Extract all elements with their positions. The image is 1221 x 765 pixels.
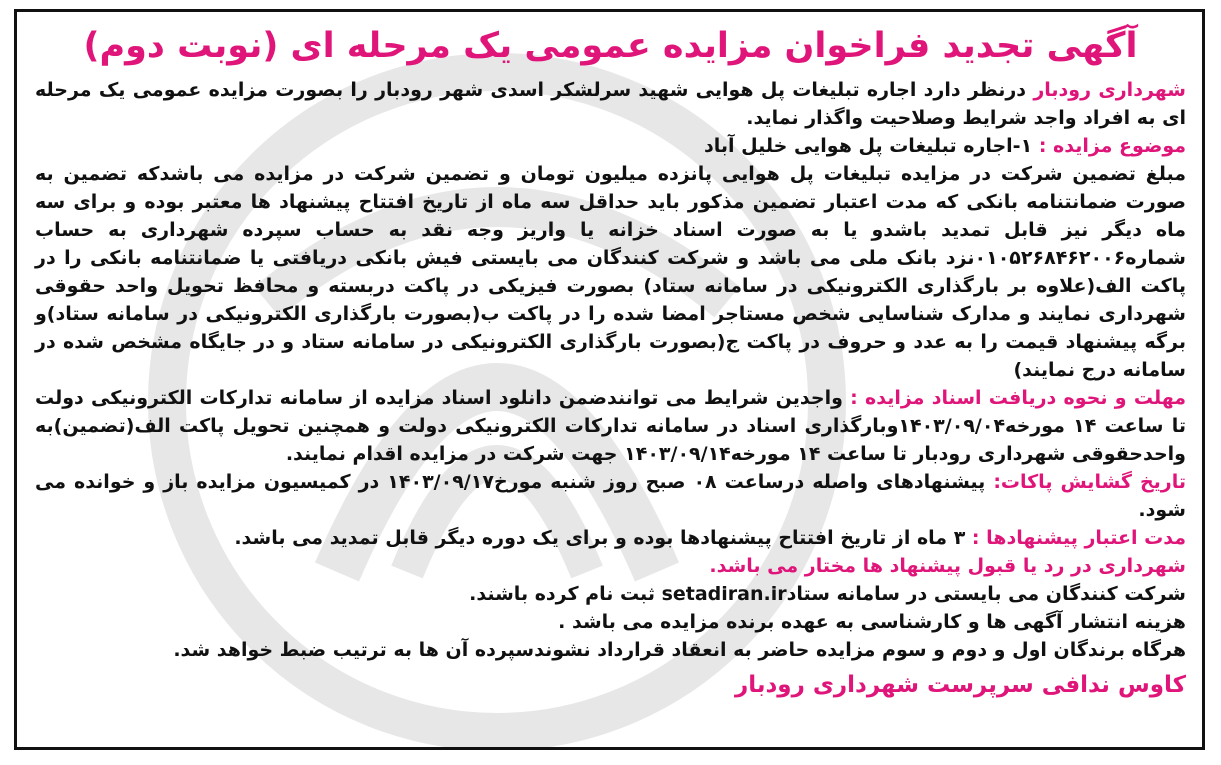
deadline-text: واجدین شرایط می توانندضمن دانلود اسناد مزایده از سامانه تدارکات الکترونیکی دولت تا ساعت ۱۴ مورخه۱۴۰۳/۰۹/۰۴وبارگذاری اسناد در سامانه تدارکات الکترونیکی دولت و همچنین تحویل پاکت الف(تضمین)به واحدحقوقی شهرداری رودبار تا ساعت ۱۴ مورخه۱۴۰۳/۰۹/۱۴ جهت شرکت در مزایده اقدام نمایند. xyxy=(35,387,1186,465)
opening-label: تاریخ گشایش پاکات: xyxy=(993,471,1186,493)
registration-paragraph xyxy=(35,580,1186,608)
forfeit-paragraph: هرگاه برندگان اول و دوم و سوم مزایده حاضر به انعقاد قرارداد نشوندسپرده آن ها به ترتیب ضبط خواهد شد. xyxy=(173,639,1186,661)
subject-paragraph xyxy=(35,132,1186,160)
signature: کاوس ندافی سرپرست شهرداری رودبار xyxy=(734,672,1186,698)
opening-paragraph xyxy=(35,468,1186,524)
notice-frame xyxy=(14,9,1205,750)
opening-text: پیشنهادهای واصله درساعت ۰۸ صبح روز شنبه مورخ۱۴۰۳/۰۹/۱۷ در کمیسیون مزایده باز و خوانده می شود. xyxy=(35,471,1186,521)
subject-text: ۱-اجاره تبلیغات پل هوایی خلیل آباد xyxy=(704,135,1039,157)
intro-label: شهرداری رودبار xyxy=(1033,79,1186,101)
guarantee-text-2: نزد بانک ملی می باشد و شرکت کنندگان می بایستی فیش بانکی دریافتی یا ضمانتنامه بانکی را در پاکت الف(علاوه بر بارگذاری الکترونیکی در سامانه ستاد) بصورت فیزیکی در پاکت دربسته و محافظ تحویل واحد حقوقی شهرداری نمایند و مدارک شناسایی شخص مستاجر امضا شده را در پاکت ب(بصورت بارگذاری الکترونیکی در سامانه ستاد)و برگه پیشنهاد قیمت را به عدد و حروف در پاکت ج(بصورت بارگذاری الکترونیکی در سامانه ستاد و در جایگاه مشخص شده در سامانه درج نمایند) xyxy=(35,247,1186,381)
validity-text: ۳ ماه از تاریخ افتتاح پیشنهادها بوده و برای یک دوره دیگر قابل تمدید می باشد. xyxy=(234,527,972,549)
account-number: ۰۱۰۵۲۶۸۴۶۲۰۰۶ xyxy=(974,247,1126,269)
guarantee-text-1: مبلغ تضمین شرکت در مزایده تبلیغات پل هوایی پانزده میلیون تومان و تضمین شرکت در مزایده می باشدکه تضمین به صورت ضمانتنامه بانکی که مدت اعتبار تضمین مذکور باید حداقل سه ماه از تاریخ افتتاح پیشنهاد ها معتبر بوده و برای سه ماه دیگر نیز قابل تمدید باشدو یا به صورت اسناد خزانه یا واریز وجه نقد به حساب سپرده شهرداری به حساب شماره xyxy=(35,163,1186,269)
setadiran-site: setadiran.ir xyxy=(661,583,787,605)
validity-paragraph xyxy=(35,524,1186,552)
deadline-label: مهلت و نحوه دریافت اسناد مزایده : xyxy=(850,387,1187,409)
costs-paragraph: هزینه انتشار آگهی ها و کارشناسی به عهده برنده مزایده می باشد . xyxy=(558,611,1186,633)
rights-statement: شهرداری در رد یا قبول پیشنهاد ها مختار می باشد. xyxy=(709,555,1186,577)
intro-text: درنظر دارد اجاره تبلیغات پل هوایی شهید سرلشکر اسدی شهر رودبار را بصورت مزایده عمومی یک مرحله ای به افراد واجد شرایط وصلاحیت واگذار نماید. xyxy=(35,79,1186,129)
subject-label: موضوع مزایده : xyxy=(1038,135,1186,157)
notice-body xyxy=(17,12,1202,702)
guarantee-paragraph xyxy=(35,160,1186,384)
registration-text-2: ثبت نام کرده باشند. xyxy=(469,583,662,605)
intro-paragraph xyxy=(35,76,1186,132)
registration-text-1: شرکت کنندگان می بایستی در سامانه ستاد xyxy=(786,583,1186,605)
validity-label: مدت اعتبار پیشنهادها : xyxy=(971,527,1186,549)
deadline-paragraph xyxy=(35,384,1186,468)
notice-title: آگهی تجدید فراخوان مزایده عمومی یک مرحله ای (نوبت دوم) xyxy=(83,26,1138,66)
